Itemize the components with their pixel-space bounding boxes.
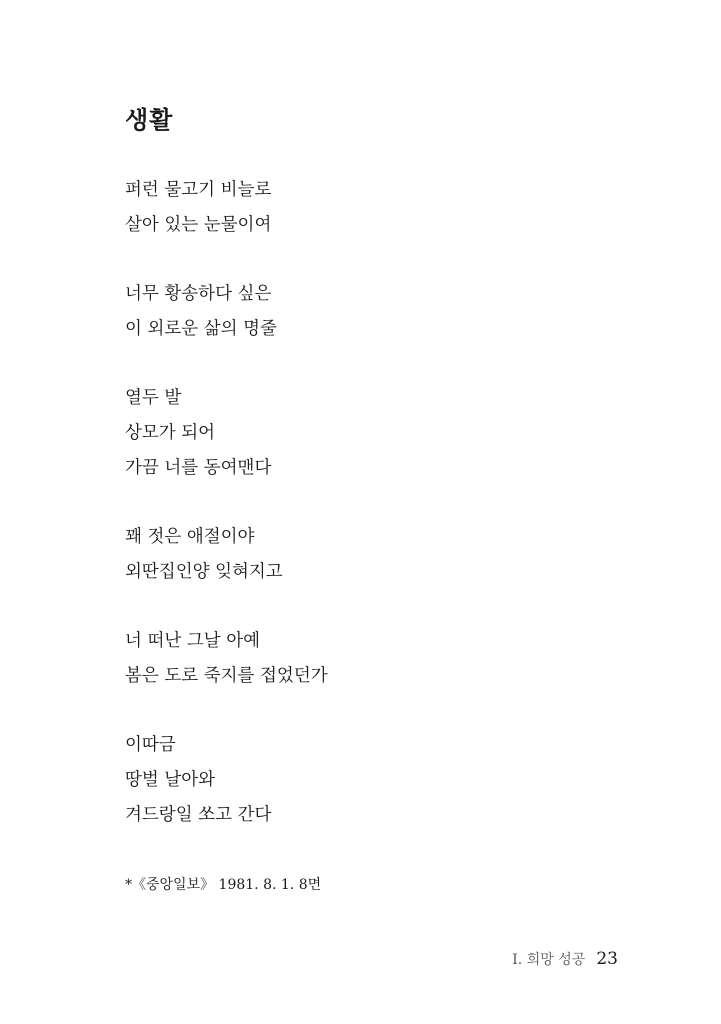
poem-line: 겨드랑일 쏘고 간다: [125, 805, 272, 825]
poem-line: 퍼런 물고기 비늘로: [125, 180, 272, 200]
poem-line: 꽤 젓은 애절이야: [125, 527, 255, 547]
poem-line: 너무 황송하다 싶은: [125, 284, 272, 304]
poem-line: 외딴집인양 잊혀지고: [125, 562, 283, 582]
source-note: *《중앙일보》 1981. 8. 1. 8면: [125, 877, 322, 893]
poem-line: 너 떠난 그날 아예: [125, 631, 261, 651]
poem-line: 이 외로운 삶의 명줄: [125, 319, 277, 339]
section-label: I. 희망 성공: [512, 952, 586, 968]
stanza: [125, 381, 645, 486]
poem-line: 봄은 도로 죽지를 접었던가: [125, 666, 328, 686]
poem-title: 생활: [125, 105, 174, 134]
stanza: [125, 728, 645, 833]
poem-line: 상모가 되어: [125, 423, 216, 443]
poem-line: 땅벌 날아와: [125, 770, 216, 790]
page-footer: [512, 949, 618, 969]
page-number: 23: [596, 949, 618, 969]
poem-line: 이따금: [125, 735, 176, 755]
stanza: [125, 277, 645, 347]
poem-body: [125, 173, 645, 833]
poem-line: 열두 발: [125, 388, 182, 408]
stanza: [125, 173, 645, 243]
stanza: [125, 520, 645, 590]
poem-line: 가끔 너를 동여맨다: [125, 458, 272, 478]
poem-line: 살아 있는 눈물이여: [125, 215, 272, 235]
stanza: [125, 624, 645, 694]
